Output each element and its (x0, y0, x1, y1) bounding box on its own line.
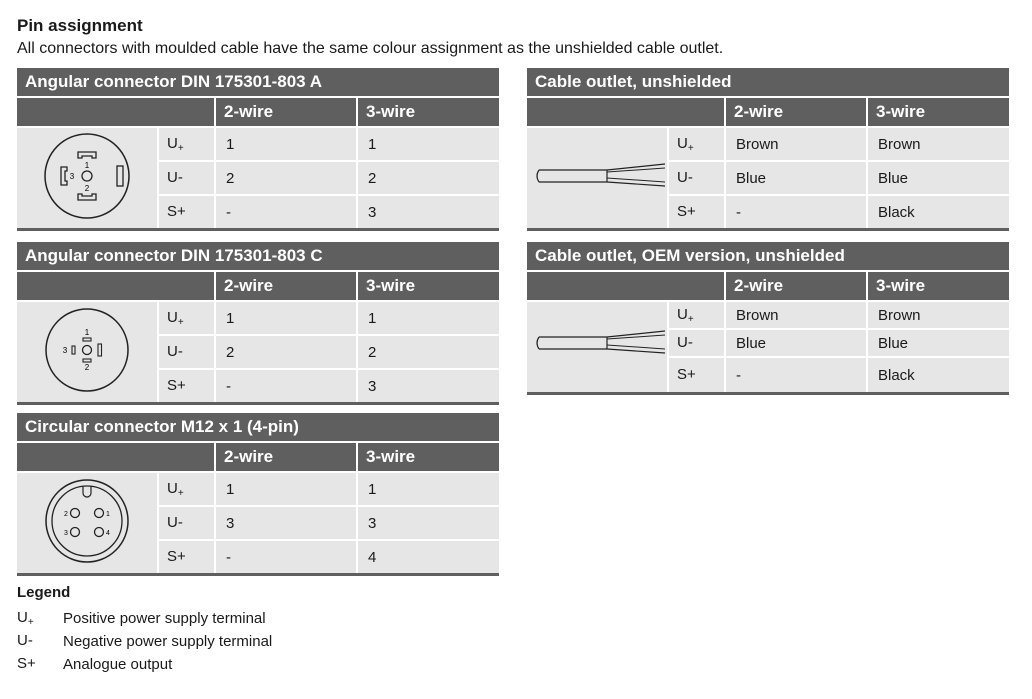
col-header-3-wire: 3-wire (357, 271, 499, 301)
cell-3-wire: Blue (867, 161, 1009, 195)
cell-3-wire: 4 (357, 540, 499, 573)
legend-item (17, 630, 272, 653)
cell-2-wire: - (725, 357, 867, 392)
cell-2-wire: - (215, 195, 357, 228)
table-angular-a (17, 68, 499, 231)
table-title: Angular connector DIN 175301-803 C (17, 242, 499, 271)
row-label: U- (158, 506, 215, 540)
table-cable-outlet (527, 68, 1009, 231)
table-title: Angular connector DIN 175301-803 A (17, 68, 499, 97)
pin-1-label: 1 (106, 511, 110, 518)
legend-symbol: U- (17, 632, 33, 649)
cell-2-wire: - (215, 369, 357, 402)
col-header-3-wire: 3-wire (867, 271, 1009, 301)
cable-icon (529, 156, 665, 196)
col-header-2-wire: 2-wire (215, 97, 357, 127)
col-header-2-wire: 2-wire (215, 271, 357, 301)
cell-2-wire: 1 (215, 127, 357, 161)
row-label: $U_+$ (668, 127, 725, 161)
page-subtitle: All connectors with moulded cable have the same colour assignment as the unshielded cable outlet. (17, 40, 724, 57)
cell-3-wire: 3 (357, 195, 499, 228)
col-header-2-wire: 2-wire (725, 97, 867, 127)
cell-3-wire: Brown (867, 127, 1009, 161)
pin-4-label: 4 (106, 530, 110, 537)
cell-3-wire: 3 (357, 369, 499, 402)
cell-2-wire: 1 (215, 472, 357, 506)
cable-oem-icon (529, 325, 665, 365)
cell-3-wire: 1 (357, 127, 499, 161)
connector-diagram (17, 301, 158, 402)
legend-symbol: S+ (17, 655, 36, 672)
col-header-2-wire: 2-wire (215, 442, 357, 472)
pin-3-label: 3 (64, 530, 68, 537)
cable-diagram (527, 127, 668, 228)
pin-3-label: 3 (69, 172, 75, 181)
cell-2-wire: 2 (215, 161, 357, 195)
table-title: Cable outlet, unshielded (527, 68, 1009, 97)
cell-2-wire: 1 (215, 301, 357, 335)
table-m12 (17, 413, 499, 576)
row-label: U- (158, 161, 215, 195)
cell-2-wire: 3 (215, 506, 357, 540)
col-header-3-wire: 3-wire (867, 97, 1009, 127)
col-header-2-wire: 2-wire (725, 271, 867, 301)
cell-2-wire: Brown (725, 127, 867, 161)
din-a-connector-icon (41, 130, 133, 222)
col-header-3-wire: 3-wire (357, 442, 499, 472)
table-title: Circular connector M12 x 1 (4-pin) (17, 413, 499, 442)
row-label: S+ (668, 357, 725, 392)
pin-2-label: 2 (64, 511, 68, 518)
legend-title: Legend (17, 584, 71, 601)
legend-text: Positive power supply terminal (63, 610, 266, 627)
page-title: Pin assignment (17, 16, 143, 35)
row-label: $U_+$ (158, 472, 215, 506)
cell-3-wire: 1 (357, 301, 499, 335)
row-label: U- (158, 335, 215, 369)
cell-3-wire: Black (867, 357, 1009, 392)
connector-diagram (17, 472, 158, 573)
cell-3-wire: 2 (357, 335, 499, 369)
legend-text: Negative power supply terminal (63, 633, 273, 650)
legend-text: Analogue output (63, 656, 173, 673)
pin-1-label: 1 (84, 161, 90, 170)
legend (17, 584, 272, 676)
cell-2-wire: 2 (215, 335, 357, 369)
cell-2-wire: Blue (725, 161, 867, 195)
cell-2-wire: Brown (725, 301, 867, 329)
row-label: S+ (158, 369, 215, 402)
row-label: $U_+$ (158, 301, 215, 335)
cable-diagram (527, 301, 668, 392)
cell-3-wire: 2 (357, 161, 499, 195)
row-label: S+ (158, 540, 215, 573)
cell-3-wire: Blue (867, 329, 1009, 357)
row-label: S+ (668, 195, 725, 228)
pin-1-label: 1 (84, 328, 90, 337)
table-cable-outlet-oem (527, 242, 1009, 395)
table-title: Cable outlet, OEM version, unshielded (527, 242, 1009, 271)
table-angular-c (17, 242, 499, 405)
row-label: $U_+$ (668, 301, 725, 329)
row-label: U- (668, 161, 725, 195)
cell-3-wire: 1 (357, 472, 499, 506)
pin-3-label: 3 (62, 346, 68, 355)
cell-2-wire: - (725, 195, 867, 228)
cell-2-wire: Blue (725, 329, 867, 357)
row-label: U- (668, 329, 725, 357)
row-label: $U_+$ (158, 127, 215, 161)
pin-2-label: 2 (84, 184, 90, 193)
legend-item (17, 653, 272, 676)
din-c-connector-icon (42, 305, 132, 395)
m12-connector-icon (42, 476, 132, 566)
connector-diagram (17, 127, 158, 228)
row-label: S+ (158, 195, 215, 228)
cell-3-wire: Brown (867, 301, 1009, 329)
col-header-3-wire: 3-wire (357, 97, 499, 127)
cell-3-wire: 3 (357, 506, 499, 540)
cell-2-wire: - (215, 540, 357, 573)
legend-item (17, 607, 272, 630)
cell-3-wire: Black (867, 195, 1009, 228)
pin-2-label: 2 (84, 363, 90, 372)
legend-symbol: $U_+$ (17, 609, 34, 628)
